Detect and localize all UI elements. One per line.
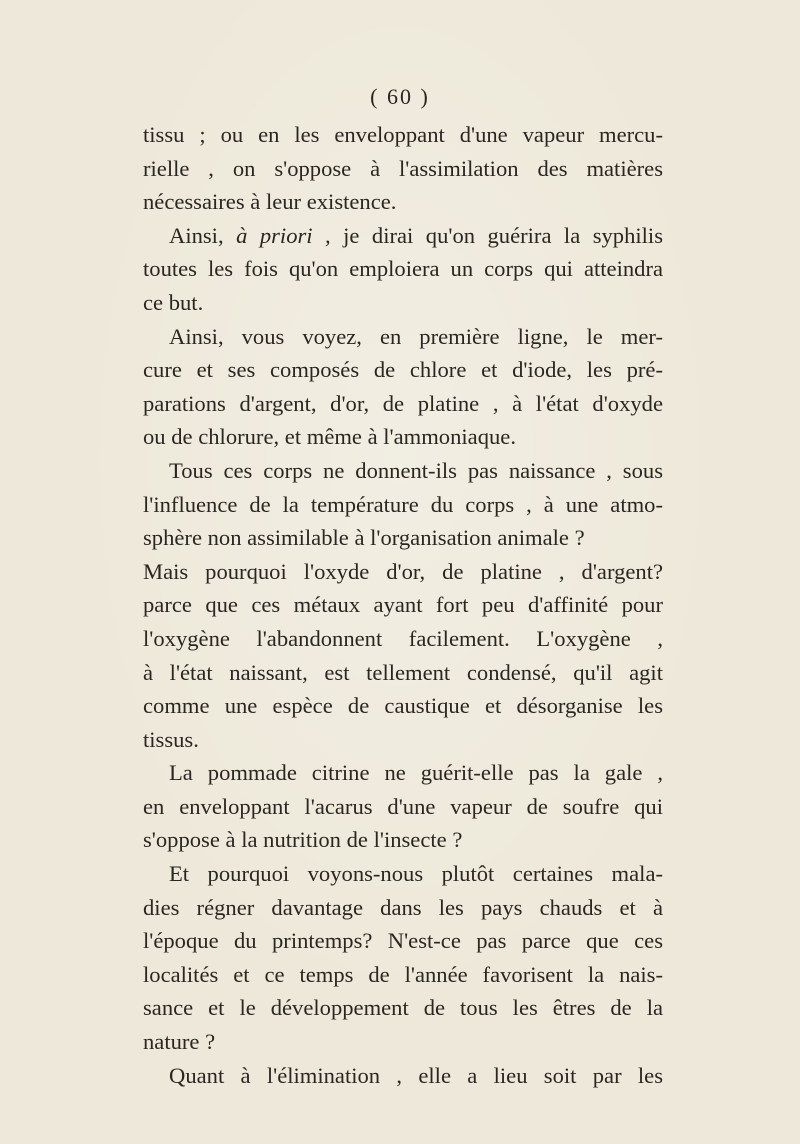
text-line: Quant à l'élimination , elle a lieu soit par les [169, 1062, 663, 1088]
text-line: nature ? [143, 1029, 216, 1055]
body-text [143, 118, 663, 1092]
text-line: à l'état naissant, est tellement condensé, qu'il agit [143, 659, 663, 685]
text-line: tissus. [143, 726, 199, 752]
text-line: toutes les fois qu'on emploiera un corps qui atteindra [143, 256, 663, 282]
text-line: tissu ; ou en les enveloppant d'une vapeur mercu- [143, 122, 663, 147]
text-line: Ainsi, vous voyez, en première ligne, le mer- [169, 323, 663, 349]
text-line: ce but. [143, 289, 204, 315]
text-line: s'oppose à la nutrition de l'insecte ? [143, 827, 463, 853]
text-line: sance et le développement de tous les êtres de la [143, 995, 663, 1021]
text-line: sphère non assimilable à l'organisation animale ? [143, 525, 585, 551]
text-line: comme une espèce de caustique et désorganise les [143, 693, 663, 719]
text-line: l'époque du printemps? N'est-ce pas parce que ces [143, 928, 663, 954]
text-line: Tous ces corps ne donnent-ils pas naissance , sous [169, 457, 663, 483]
text-line: ou de chlorure, et même à l'ammoniaque. [143, 424, 516, 450]
text-line: en enveloppant l'acarus d'une vapeur de soufre qui [143, 793, 663, 819]
text-line: localités et ce temps de l'année favorisent la nais- [143, 961, 663, 987]
text-line: Mais pourquoi l'oxyde d'or, de platine , d'argent? [143, 558, 663, 584]
text-line: parations d'argent, d'or, de platine , à l'état d'oxyde [143, 390, 663, 416]
text-line: parce que ces métaux ayant fort peu d'affinité pour [143, 592, 663, 618]
text-line: dies régner davantage dans les pays chauds et à [143, 894, 663, 920]
text-line: l'influence de la température du corps , à une atmo- [143, 491, 663, 517]
text-fragment: je dirai qu'on guérira la syphilis [330, 222, 663, 248]
text-line: l'oxygène l'abandonnent facilement. L'oxygène , [143, 625, 663, 651]
text-line: cure et ses composés de chlore et d'iode, les pré- [143, 357, 663, 383]
text-line: Et pourquoi voyons-nous plutôt certaines mala- [169, 861, 663, 887]
text-fragment: Ainsi, [169, 222, 237, 248]
text-line: rielle , on s'oppose à l'assimilation des matières [143, 155, 663, 181]
text-line: nécessaires à leur existence. [143, 189, 397, 215]
text-line: La pommade citrine ne guérit-elle pas la gale , [169, 760, 663, 786]
italic-phrase: à priori , [236, 222, 331, 248]
page-number: ( 60 ) [370, 84, 430, 109]
text-line [143, 219, 663, 253]
